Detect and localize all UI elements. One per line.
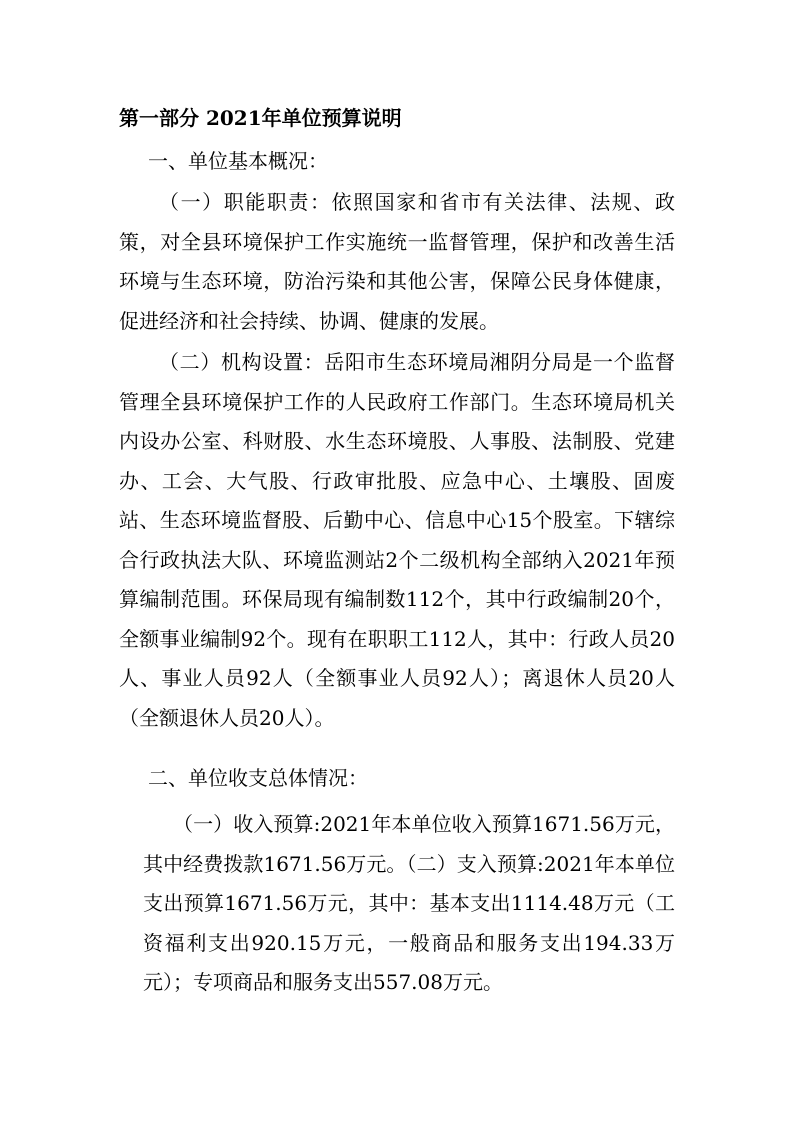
section-heading-basic-overview: 一、单位基本概况： <box>148 149 328 173</box>
paragraph-duties: （一）职能职责：依照国家和省市有关法律、法规、政策，对全县环境保护工作实施统一监督管理，保护和改善生活环境与生态环境，防治污染和其他公害，保障公民身体健康，促进经济和社会持续、协调、健康的发展。 <box>119 190 675 333</box>
paragraph-budget: （一）收入预算:2021年本单位收入预算1671.56万元，其中经费拨款1671.56万元。（二）支入预算:2021年本单位支出预算1671.56万元，其中：基本支出1114.48万元（工资福利支出920.15万元，一般商品和服务支出194.33万元）；专项商品和服务支出557.08万元。 <box>143 812 675 994</box>
paragraph-organization: （二）机构设置：岳阳市生态环境局湘阴分局是一个监督管理全县环境保护工作的人民政府工作部门。生态环境局机关内设办公室、科财股、水生态环境股、人事股、法制股、党建办、工会、大气股、行政审批股、应急中心、土壤股、固废站、生态环境监督股、后勤中心、信息中心15个股室。下辖综合行政执法大队、环境监测站2个二级机构全部纳入2021年预算编制范围。环保局现有编制数112个，其中行政编制20个，全额事业编制92个。现有在职职工112人，其中：行政人员20人、事业人员92人（全额事业人员92人）；离退休人员20人（全额退休人员20人）。 <box>119 350 675 730</box>
document-title: 第一部分 2021年单位预算说明 <box>119 106 402 130</box>
section-heading-budget-overview: 二、单位收支总体情况： <box>148 766 368 790</box>
